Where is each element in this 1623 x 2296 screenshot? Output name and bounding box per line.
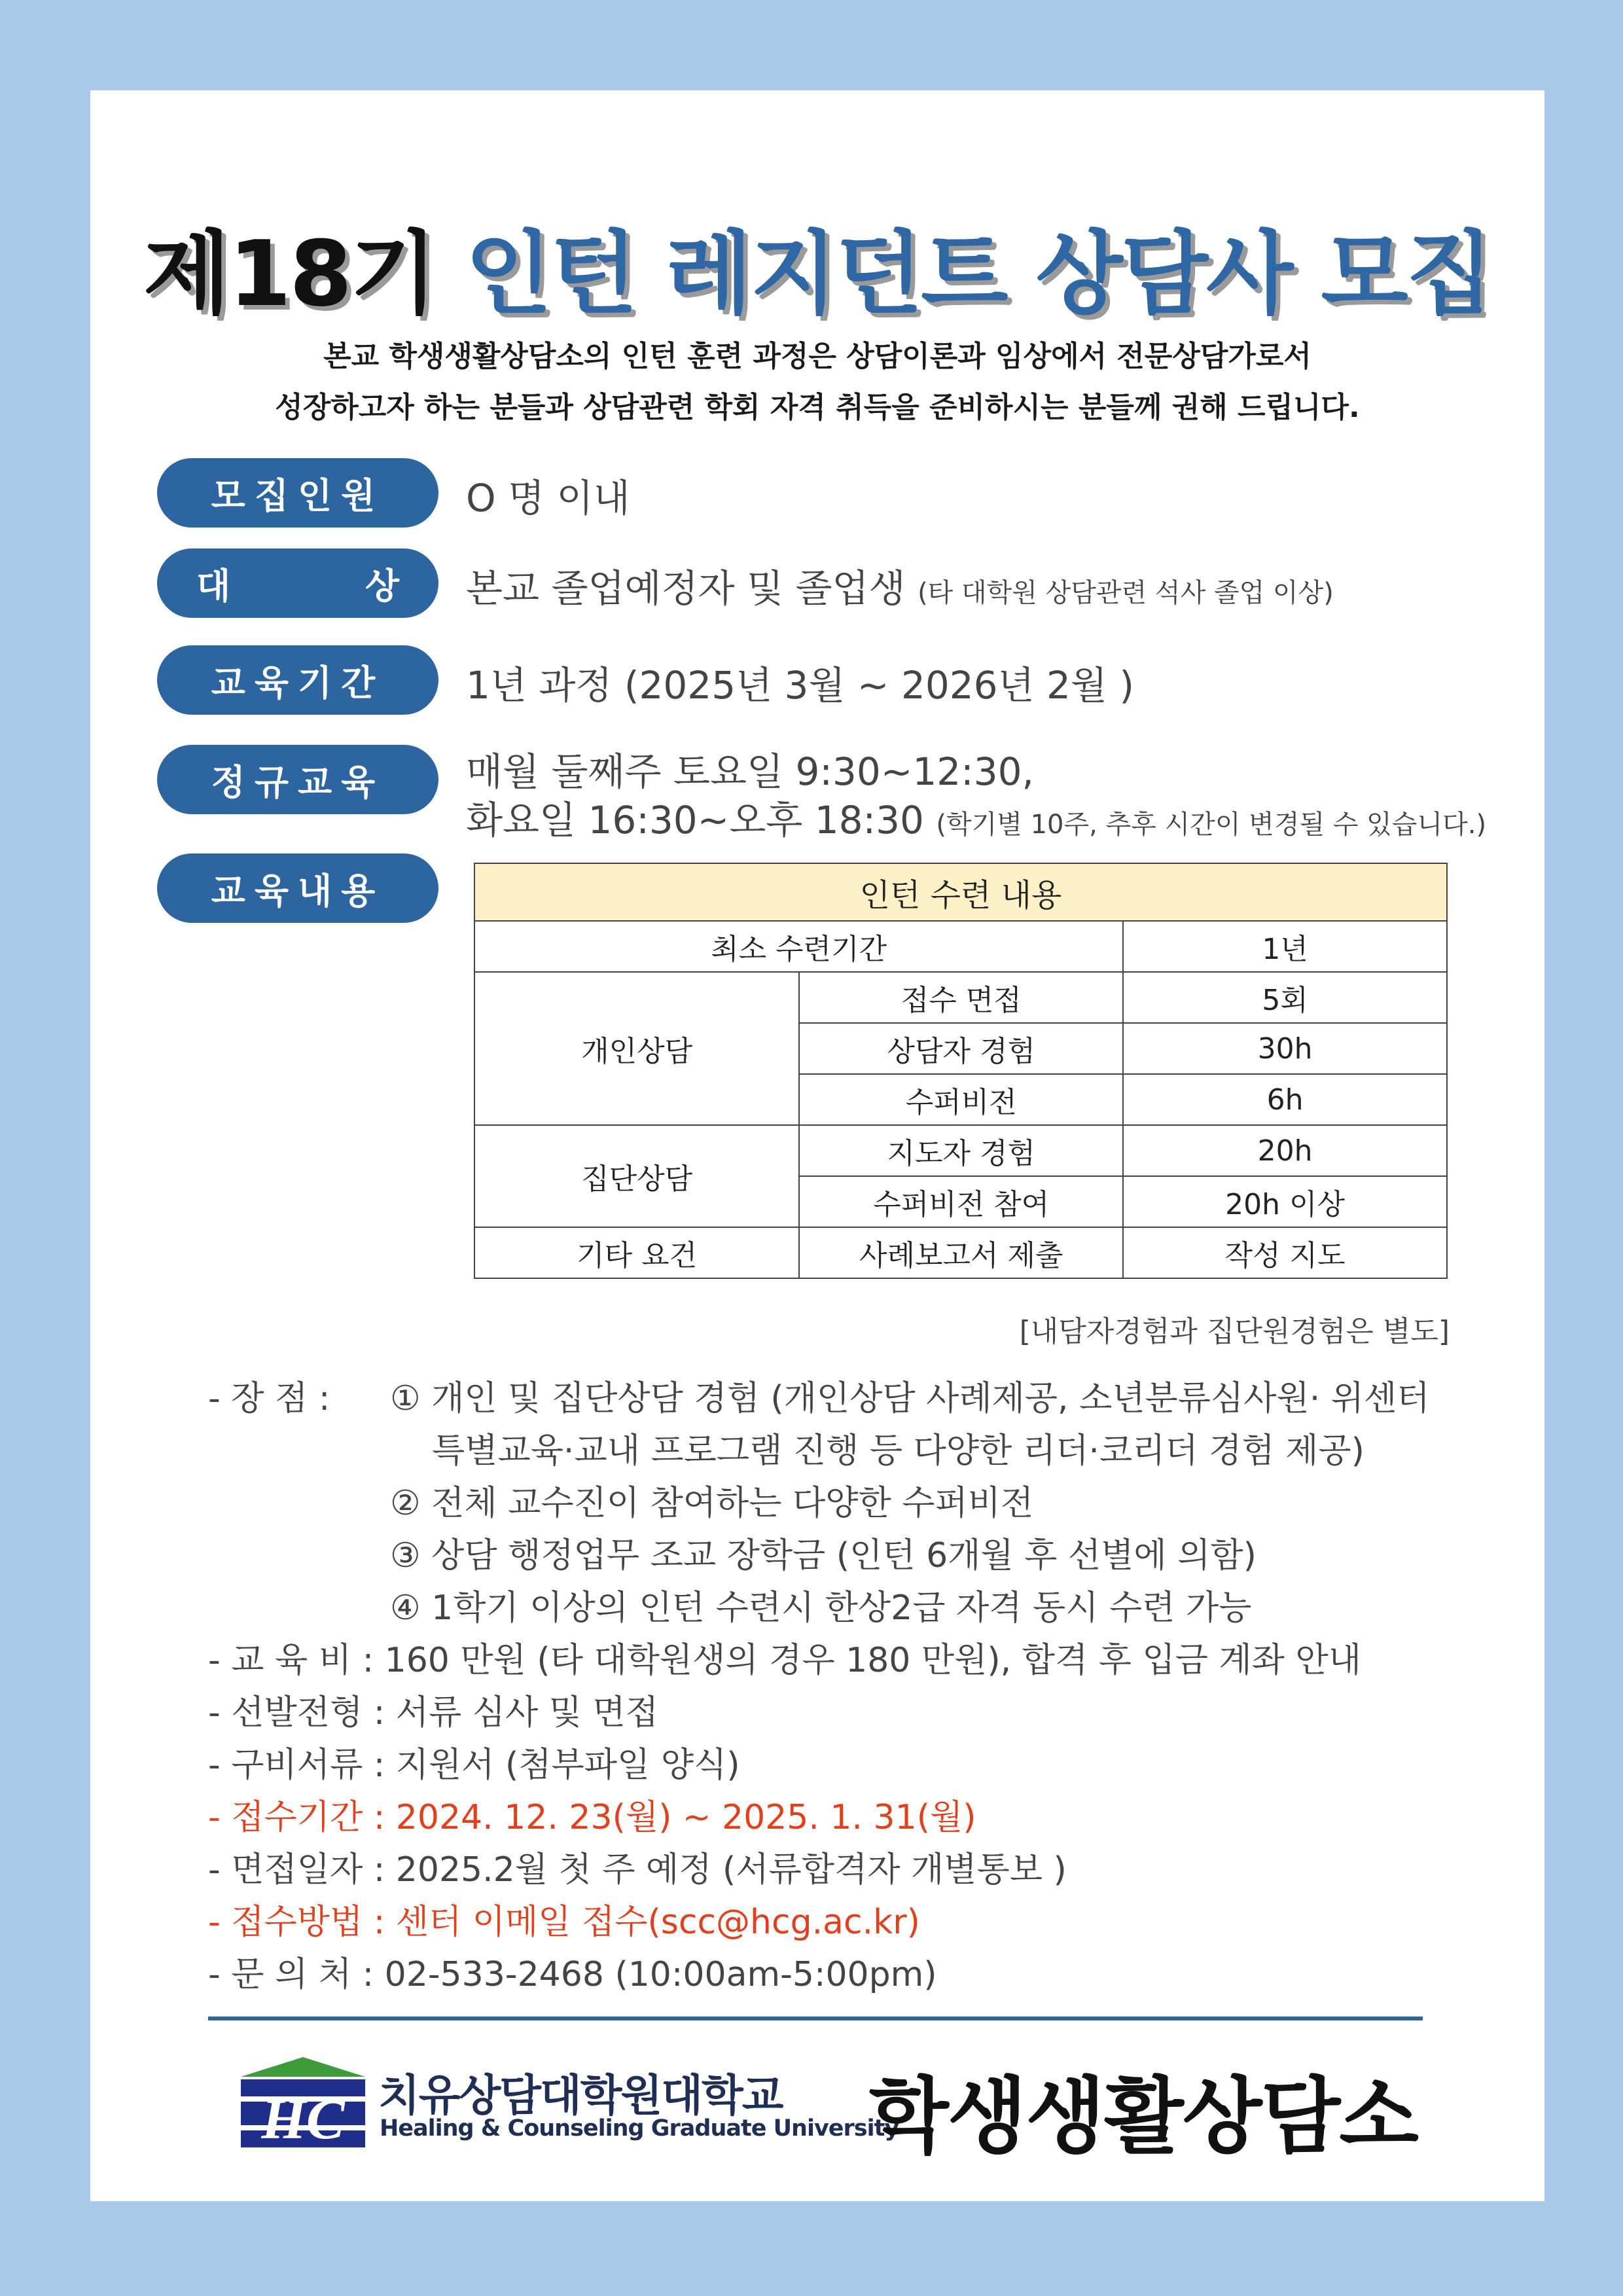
label-period: 교육기간: [157, 645, 438, 715]
label-recruit: 모집인원: [157, 458, 438, 528]
merit-4: ④ 1학기 이상의 인턴 수련시 한상2급 자격 동시 수련 가능: [390, 1588, 1252, 1628]
table-cell-group: 집단상담: [474, 1125, 799, 1227]
merit-1a: ① 개인 및 집단상담 경험 (개인상담 사례제공, 소년분류심사원· 위센터: [390, 1379, 1430, 1418]
table-row: [474, 1125, 1447, 1176]
value-target: [466, 558, 1334, 613]
table-row: [474, 972, 1447, 1023]
contact-line: - 문 의 처 : 02-533-2468 (10:00am-5:00pm): [208, 1955, 937, 1994]
value-target-main: 본교 졸업예정자 및 졸업생: [466, 566, 906, 611]
table-cell: 지도자 경험: [799, 1125, 1123, 1176]
label-target-a: 대: [196, 565, 231, 607]
table-cell: 사례보고서 제출: [799, 1227, 1123, 1278]
table-header: 인턴 수련 내용: [474, 863, 1447, 921]
divider: [208, 2017, 1423, 2020]
intro-text: [90, 331, 1544, 433]
merit-1b: 특별교육·교내 프로그램 진행 등 다양한 리더·코리더 경험 제공): [432, 1431, 1364, 1471]
value-regular-time: 화요일 16:30~오후 18:30: [466, 798, 924, 842]
table-cell: 기타 요건: [474, 1227, 799, 1278]
apply-period-line: - 접수기간 : 2024. 12. 23(월) ~ 2025. 1. 31(월): [208, 1798, 976, 1837]
table-cell: 1년: [1123, 921, 1447, 972]
merit-2: ② 전체 교수진이 참여하는 다양한 수퍼비전: [390, 1484, 1034, 1523]
value-target-note: (타 대학원 상담관련 석사 졸업 이상): [918, 578, 1334, 608]
value-regular-1: 매월 둘째주 토요일 9:30~12:30,: [466, 749, 1034, 794]
value-period: 1년 과정 (2025년 3월 ~ 2026년 2월 ): [466, 663, 1135, 708]
selection-line: - 선발전형 : 서류 심사 및 면접: [208, 1693, 659, 1732]
university-name-ko: 치유상담대학원대학교: [378, 2070, 783, 2121]
documents-line: - 구비서류 : 지원서 (첨부파일 양식): [208, 1746, 740, 1785]
table-cell: 30h: [1123, 1023, 1447, 1074]
interview-line: - 면접일자 : 2025.2월 첫 주 예정 (서류합격자 개별통보 ): [208, 1850, 1067, 1890]
university-logo: [241, 2057, 365, 2155]
table-cell: 20h: [1123, 1125, 1447, 1176]
title-main: 인턴 레지던트 상담사 모집: [465, 221, 1492, 327]
table-cell: 상담자 경험: [799, 1023, 1123, 1074]
label-regular: 정규교육: [157, 745, 438, 814]
merit-3: ③ 상담 행정업무 조교 장학금 (인턴 6개월 후 선별에 의함): [390, 1536, 1257, 1575]
table-cell: 작성 지도: [1123, 1227, 1447, 1278]
fee-line: - 교 육 비 : 160 만원 (타 대학원생의 경우 180 만원), 합격 후 입금 계좌 안내: [208, 1641, 1361, 1680]
university-name-en: Healing & Counseling Graduate University: [380, 2115, 899, 2142]
center-name: 학생생활상담소: [869, 2068, 1418, 2164]
intro-line-2: 성장하고자 하는 분들과 상담관련 학회 자격 취득을 준비하시는 분들께 권해 드립니다.: [275, 391, 1360, 424]
table-cell: 최소 수련기간: [474, 921, 1123, 972]
logo-text: HC: [261, 2088, 345, 2151]
table-cell: 6h: [1123, 1074, 1447, 1125]
value-recruit: O 명 이내: [466, 476, 630, 520]
table-row: [474, 921, 1447, 972]
page-title: [90, 202, 1544, 331]
table-cell: 5회: [1123, 972, 1447, 1023]
training-table: [474, 863, 1448, 1279]
table-cell: 수퍼비전: [799, 1074, 1123, 1125]
value-regular-2: [466, 789, 1486, 844]
table-row: [474, 863, 1447, 921]
table-row: [474, 1227, 1447, 1278]
title-generation: 제18기: [143, 221, 436, 327]
label-target-b: 상: [365, 565, 399, 607]
table-cell-individual: 개인상담: [474, 972, 799, 1125]
intro-line-1: 본교 학생생활상담소의 인턴 훈련 과정은 상담이론과 임상에서 전문상담가로서: [323, 340, 1311, 373]
poster-page: [90, 90, 1544, 2201]
table-cell: 수퍼비전 참여: [799, 1176, 1123, 1227]
table-note: [내담자경험과 집단원경험은 별도]: [1019, 1315, 1450, 1348]
merits-label: - 장 점 :: [208, 1379, 330, 1418]
value-regular-note: (학기별 10주, 추후 시간이 변경될 수 있습니다.): [936, 810, 1487, 840]
apply-method-line: - 접수방법 : 센터 이메일 접수(scc@hcg.ac.kr): [208, 1903, 920, 1942]
label-target: [157, 548, 438, 618]
table-cell: 접수 면접: [799, 972, 1123, 1023]
table-cell: 20h 이상: [1123, 1176, 1447, 1227]
label-content: 교육내용: [157, 853, 438, 923]
